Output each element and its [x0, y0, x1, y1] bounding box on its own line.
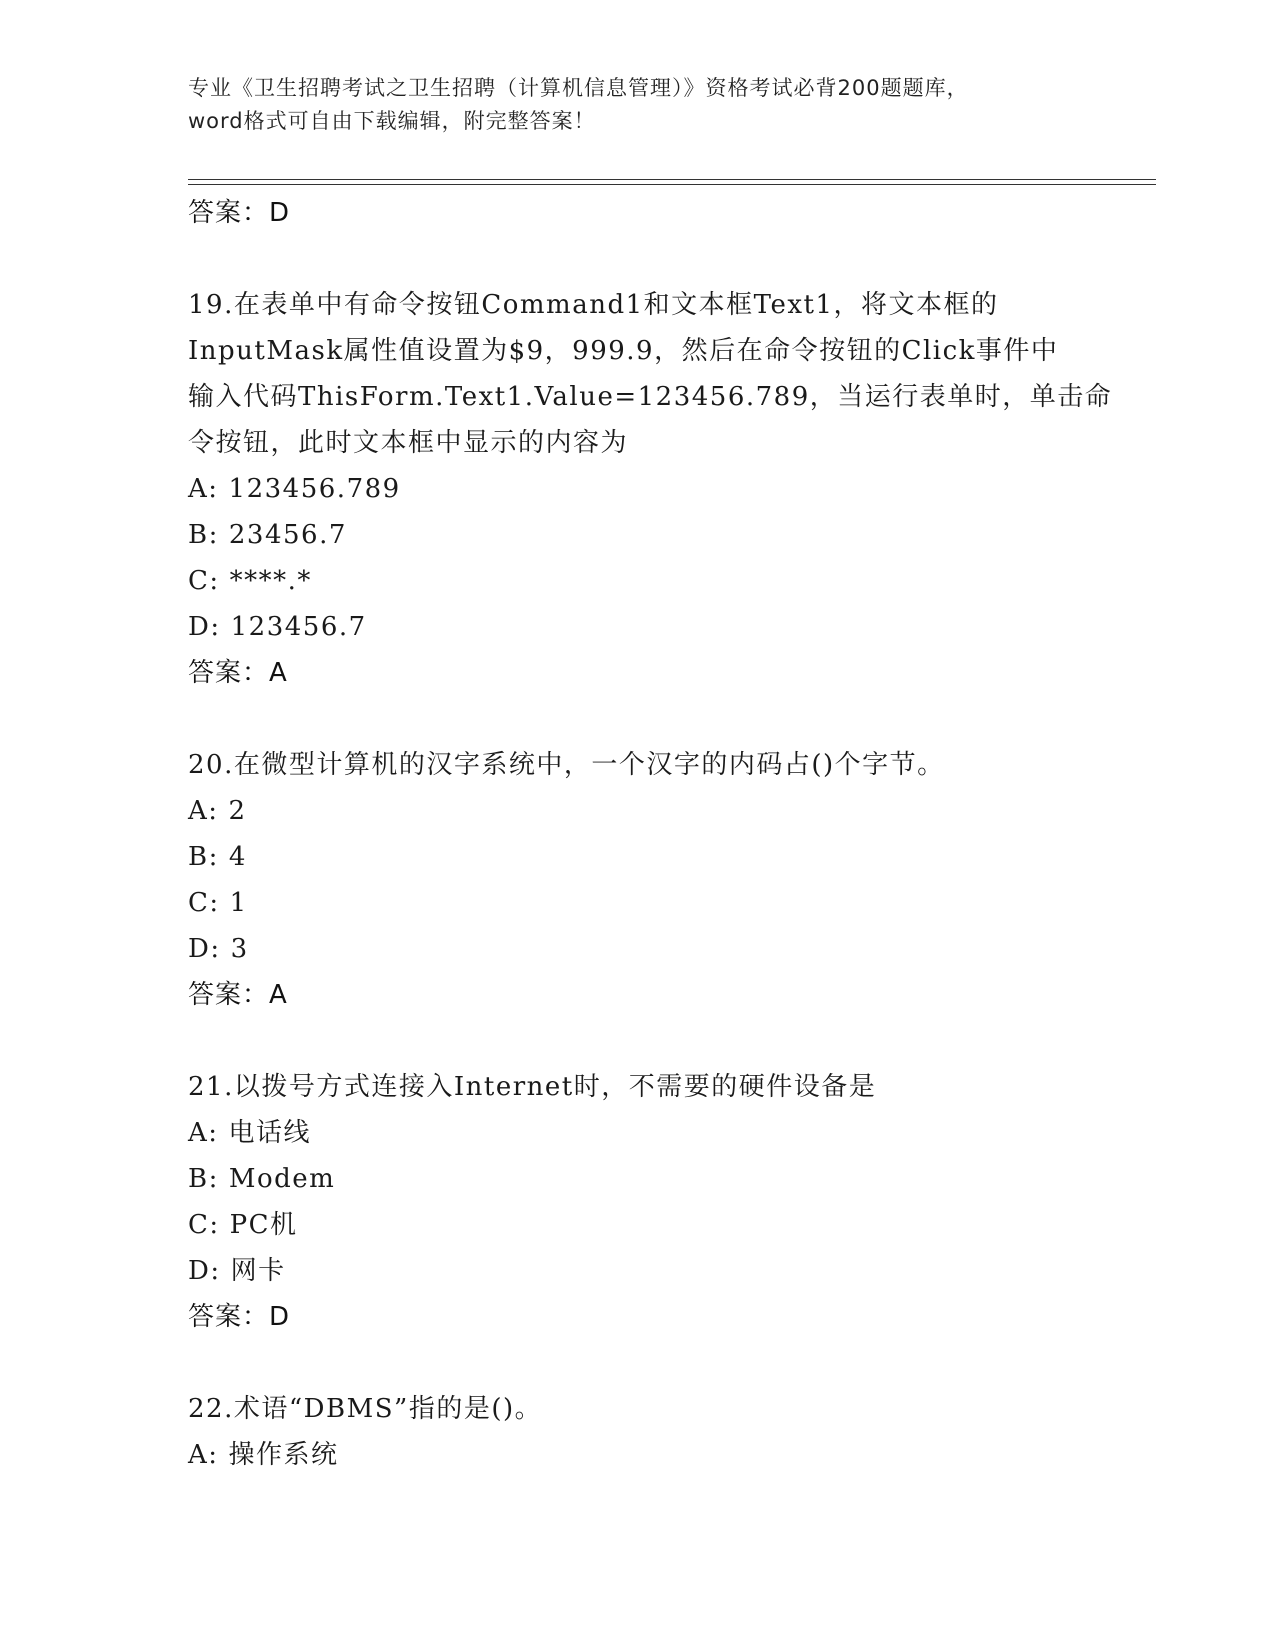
option-label: D: [188, 612, 221, 642]
option-d [188, 926, 1108, 972]
header-line-1: 专业《卫生招聘考试之卫生招聘（计算机信息管理）》资格考试必背200题题库， [188, 76, 969, 100]
question-stem-line: 21.以拨号方式连接入Internet时，不需要的硬件设备是 [188, 1072, 877, 1102]
option-text: 123456.789 [228, 474, 401, 504]
question-stem-line: 20.在微型计算机的汉字系统中，一个汉字的内码占()个字节。 [188, 750, 945, 780]
option-d [188, 1248, 1108, 1294]
option-text: 网卡 [230, 1256, 286, 1286]
spacer [188, 696, 1108, 742]
answer-line: 答案：D [188, 198, 291, 228]
question-stem-line: 22.术语“DBMS”指的是()。 [188, 1394, 543, 1424]
option-label: A: [188, 1440, 219, 1470]
option-a [188, 1110, 1108, 1156]
option-label: A: [188, 796, 219, 826]
question-block [188, 742, 1108, 1018]
option-label: C: [188, 888, 220, 918]
option-c [188, 880, 1108, 926]
option-text: 操作系统 [228, 1440, 339, 1470]
option-a [188, 788, 1108, 834]
option-text: 23456.7 [228, 520, 347, 550]
option-label: B: [188, 1164, 219, 1194]
option-a [188, 1432, 1108, 1478]
option-c [188, 1202, 1108, 1248]
option-label: B: [188, 520, 219, 550]
option-text: Modem [228, 1164, 336, 1194]
question-stem-line: 输入代码ThisForm.Text1.Value=123456.789，当运行表单时，单击命 [188, 382, 1113, 412]
option-c [188, 558, 1108, 604]
answer-line: 答案：A [188, 658, 288, 688]
question-list [188, 190, 1113, 1478]
option-text: 1 [229, 888, 248, 918]
option-text: 2 [228, 796, 247, 826]
option-d [188, 604, 1108, 650]
option-text: 4 [228, 842, 247, 872]
option-b [188, 834, 1108, 880]
question-block [188, 1386, 1108, 1478]
answer-line: 答案：D [188, 1302, 291, 1332]
option-label: B: [188, 842, 219, 872]
option-text: PC机 [229, 1210, 298, 1240]
option-label: A: [188, 474, 219, 504]
option-text: 123456.7 [230, 612, 367, 642]
option-label: C: [188, 1210, 220, 1240]
option-b [188, 512, 1108, 558]
question-block [188, 1064, 1108, 1340]
spacer [188, 1018, 1108, 1064]
question-block [188, 282, 1113, 696]
header-rule-top [188, 179, 1156, 180]
header-line-2: word格式可自由下载编辑，附完整答案！ [188, 109, 596, 133]
spacer [188, 1340, 1108, 1386]
question-stem-line: 19.在表单中有命令按钮Command1和文本框Text1，将文本框的 [188, 290, 999, 320]
question-stem-line: InputMask属性值设置为$9，999.9，然后在命令按钮的Click事件中 [188, 336, 1059, 366]
option-text: 3 [230, 934, 249, 964]
option-label: C: [188, 566, 220, 596]
option-a [188, 466, 1108, 512]
header-rule-bottom [188, 184, 1156, 185]
option-label: D: [188, 934, 221, 964]
option-label: A: [188, 1118, 219, 1148]
question-stem-line: 令按钮，此时文本框中显示的内容为 [188, 428, 629, 458]
spacer [188, 236, 1108, 282]
answer-line: 答案：A [188, 980, 288, 1010]
option-text: ****.* [229, 566, 312, 596]
option-label: D: [188, 1256, 221, 1286]
document-header [188, 72, 1088, 138]
option-text: 电话线 [228, 1118, 312, 1148]
option-b [188, 1156, 1108, 1202]
